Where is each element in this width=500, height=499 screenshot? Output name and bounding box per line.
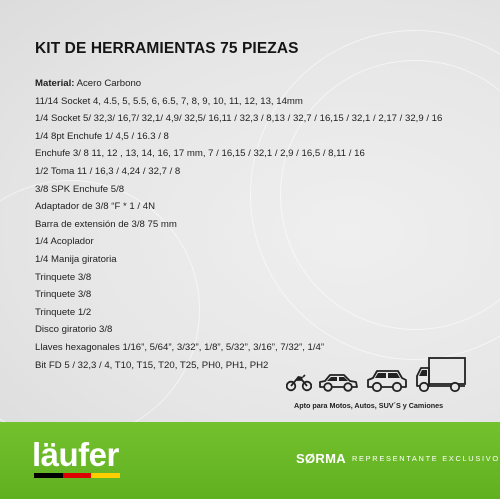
partner-logo: SØRMA [296,451,346,466]
german-flag-stripe [34,473,120,478]
material-label: Material: [35,78,75,89]
page-title: KIT DE HERRAMIENTAS 75 PIEZAS [35,40,299,57]
list-item: 1/2 Toma 11 / 16,3 / 4,24 / 32,7 / 8 [35,165,181,177]
vehicle-caption: Apto para Motos, Autos, SUV´S y Camiones [294,401,444,410]
footer-bar [0,422,500,499]
list-item: Trinquete 1/2 [35,306,92,318]
list-item: Adaptador de 3/8 “F * 1 / 4N [35,201,155,213]
list-item: 1/4 Manija giratoria [35,253,117,265]
list-item: 1/4 Socket 5/ 32,3/ 16,7/ 32,1/ 4,9/ 32,5/ 16,11 / 32,3 / 8,13 / 32,7 / 16,15 / 32,1 / 2,17 / 32,9 / 16 [35,113,443,125]
partner-tagline: REPRESENTANTE EXCLUSIVO [352,454,500,463]
material-line [35,75,475,93]
list-item: 3/8 SPK Enchufe 5/8 [35,183,125,195]
list-item: 11/14 Socket 4, 4.5, 5, 5.5, 6, 6.5, 7, 8, 9, 10, 11, 12, 13, 14mm [35,95,303,107]
list-item: 1/4 Acoplador [35,236,94,248]
truck-icon [415,356,467,394]
flag-stripe-red [63,473,92,478]
brand-logo: läufer [32,436,119,473]
list-item: Trinquete 3/8 [35,271,92,283]
list-item: Trinquete 3/8 [35,289,92,301]
flag-stripe-black [34,473,63,478]
motorcycle-icon [286,372,312,392]
specs-list [35,75,475,374]
list-item: Barra de extensión de 3/8 75 mm [35,218,177,230]
flag-stripe-gold [91,473,120,478]
suv-icon [365,368,409,393]
list-item: Disco giratorio 3/8 [35,324,113,336]
list-item: Enchufe 3/ 8 11, 12 , 13, 14, 16, 17 mm, 7 / 16,15 / 32,1 / 2,9 / 16,5 / 8,11 / 16 [35,148,365,160]
car-icon [317,371,359,393]
list-item: Llaves hexagonales 1/16”, 5/64”, 3/32”, 1/8”, 5/32”, 3/16”, 7/32”, 1/4” [35,341,325,353]
list-item: Bit FD 5 / 32,3 / 4, T10, T15, T20, T25, PH0, PH1, PH2 [35,359,269,371]
vehicle-icons [282,356,472,396]
list-item: 1/4 8pt Enchufe 1/ 4,5 / 16.3 / 8 [35,130,169,142]
material-value: Acero Carbono [74,78,142,89]
